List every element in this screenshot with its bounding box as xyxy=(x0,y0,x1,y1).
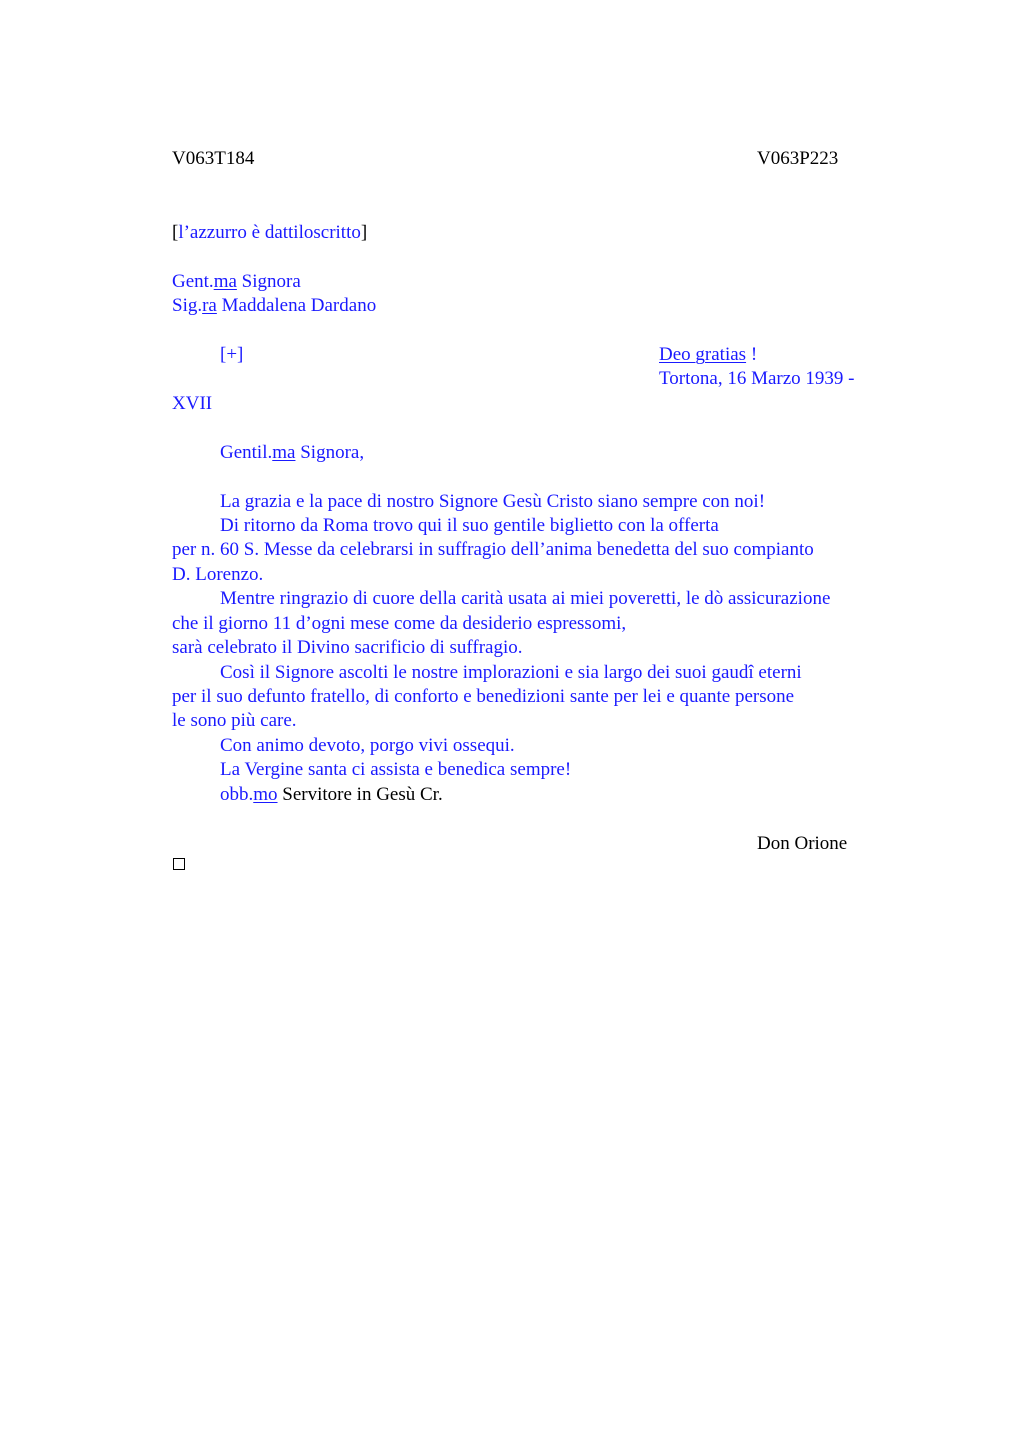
salutation xyxy=(220,441,364,465)
address-line-2 xyxy=(172,294,376,318)
body-line-7: sarà celebrato il Divino sacrificio di suffragio. xyxy=(172,637,523,658)
body-line-4: D. Lorenzo. xyxy=(172,564,264,585)
body-line-8: Così il Signore ascolti le nostre implorazioni e sia largo dei suoi gaudî eterni xyxy=(220,662,802,683)
editorial-note: [l’azzurro è dattiloscritto] xyxy=(172,222,368,243)
salutation-abbrev: ma xyxy=(272,442,296,463)
body-line-3: per n. 60 S. Messe da celebrarsi in suffragio dell’anima benedetta del suo compianto xyxy=(172,539,814,560)
address-line-1 xyxy=(172,270,301,294)
body-line-2: Di ritorno da Roma trovo qui il suo gentile biglietto con la offerta xyxy=(220,515,719,536)
address-name-prefix: Sig. xyxy=(172,295,203,316)
motto-line xyxy=(659,343,757,367)
address-name-abbrev: ra xyxy=(202,295,217,316)
motto-end: ! xyxy=(746,344,758,365)
body-line-5: Mentre ringrazio di cuore della carità usata ai miei poveretti, le dò assicurazione xyxy=(220,588,831,609)
address-title-abbrev: ma xyxy=(213,271,237,292)
signature: Don Orione xyxy=(757,833,848,854)
salutation-prefix: Gentil. xyxy=(220,442,273,463)
editorial-note-text: l’azzurro è dattiloscritto xyxy=(178,222,361,243)
place-date: Tortona, 16 Marzo 1939 - xyxy=(659,368,855,389)
empty-box-icon xyxy=(173,858,185,870)
roman-year: XVII xyxy=(172,393,213,414)
closing-abbrev: mo xyxy=(253,784,278,805)
right-document-code: V063P223 xyxy=(757,148,839,169)
closing-line xyxy=(220,783,443,807)
address-title-prefix: Gent. xyxy=(172,271,214,292)
body-line-11: Con animo devoto, porgo vivi ossequi. xyxy=(220,735,515,756)
motto-text: Deo gratias xyxy=(659,344,747,365)
cross-mark: [+] xyxy=(220,344,244,365)
address-name-rest: Maddalena Dardano xyxy=(216,295,377,316)
body-line-1: La grazia e la pace di nostro Signore Gesù Cristo siano sempre con noi! xyxy=(220,491,766,512)
salutation-rest: Signora, xyxy=(295,442,365,463)
body-line-10: le sono più care. xyxy=(172,710,297,731)
left-document-code: V063T184 xyxy=(172,148,255,169)
address-title-rest: Signora xyxy=(236,271,301,292)
closing-prefix: obb. xyxy=(220,784,254,805)
body-line-12: La Vergine santa ci assista e benedica sempre! xyxy=(220,759,572,780)
closing-rest: Servitore in Gesù Cr. xyxy=(277,784,443,805)
body-line-9: per il suo defunto fratello, di conforto e benedizioni sante per lei e quante persone xyxy=(172,686,795,707)
body-line-6: che il giorno 11 d’ogni mese come da desiderio espressomi, xyxy=(172,613,627,634)
